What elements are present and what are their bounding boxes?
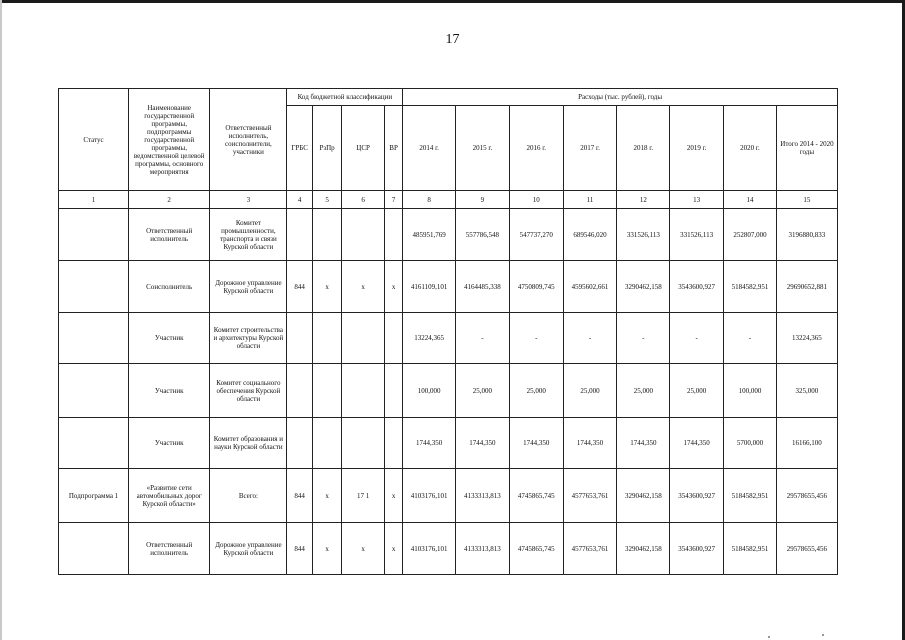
row-value-total: 29690652,881 [776,261,837,313]
row-value-total: 3196880,833 [776,209,837,261]
row-value-2018: 1744,350 [617,418,670,469]
row-rzpr: х [312,261,341,313]
column-number: 6 [342,191,385,209]
row-name: Соисполнитель [129,261,210,313]
row-name: Ответственный исполнитель [129,209,210,261]
row-value-2015: 1744,350 [456,418,510,469]
header-budget-code: Код бюджетной классификации [287,89,403,106]
row-value-2018: 3290462,158 [617,261,670,313]
row-csr [342,313,385,364]
row-value-2015: - [456,313,510,364]
row-vr [384,364,402,418]
row-value-2014: 4161109,101 [403,261,456,313]
scan-top-edge [0,0,905,3]
header-name: Наименование государственной программы, подпрограммы государственной программы, ведомственной целевой программы, основного мероприятия [129,89,210,191]
row-value-2017: - [563,313,617,364]
row-value-2020: 252807,000 [724,209,777,261]
row-value-2020: 5184582,951 [724,469,777,523]
row-value-2017: 4577653,761 [563,469,617,523]
column-number: 15 [776,191,837,209]
row-value-2015: 557786,548 [456,209,510,261]
column-number: 11 [563,191,617,209]
row-value-2016: 25,000 [509,364,563,418]
header-rzpr: РзПр [312,106,341,191]
row-vr [384,209,402,261]
row-value-2014: 100,000 [403,364,456,418]
scan-left-shadow [0,0,2,640]
header-grbs: ГРБС [287,106,312,191]
row-grbs [287,364,312,418]
table-row [59,261,838,313]
header-expenses: Расходы (тыс. рублей), годы [403,89,838,106]
table-row [59,209,838,261]
row-status [59,364,129,418]
row-status: Подпрограмма 1 [59,469,129,523]
row-value-2019: 25,000 [670,364,724,418]
row-vr: х [384,523,402,575]
column-number: 3 [210,191,287,209]
row-responsible: Комитет промышленности, транспорта и связи Курской области [210,209,287,261]
row-grbs [287,418,312,469]
row-rzpr [312,364,341,418]
row-status [59,523,129,575]
row-value-2014: 4103176,101 [403,469,456,523]
row-value-2020: 5700,000 [724,418,777,469]
row-rzpr [312,418,341,469]
row-responsible: Всего: [210,469,287,523]
column-number: 13 [670,191,724,209]
header-status: Статус [59,89,129,191]
row-value-2015: 4133313,813 [456,469,510,523]
row-value-2018: 3290462,158 [617,469,670,523]
header-year: 2017 г. [563,106,617,191]
header-year: 2015 г. [456,106,510,191]
row-vr [384,313,402,364]
row-name: Участник [129,313,210,364]
row-name: Участник [129,364,210,418]
row-csr [342,418,385,469]
row-value-2016: - [509,313,563,364]
row-value-2020: 100,000 [724,364,777,418]
row-value-2015: 4164485,338 [456,261,510,313]
row-grbs: 844 [287,261,312,313]
table-row [59,313,838,364]
row-value-total: 29578655,456 [776,469,837,523]
column-number: 8 [403,191,456,209]
column-number: 7 [384,191,402,209]
row-rzpr: х [312,469,341,523]
row-status [59,209,129,261]
table-row [59,364,838,418]
row-status [59,313,129,364]
row-value-2014: 485951,769 [403,209,456,261]
column-number: 10 [509,191,563,209]
row-grbs [287,209,312,261]
row-value-2017: 689546,020 [563,209,617,261]
page-number: 17 [445,32,460,47]
row-value-2017: 4595602,661 [563,261,617,313]
row-csr: х [342,261,385,313]
row-grbs: 844 [287,523,312,575]
row-name: Ответственный исполнитель [129,523,210,575]
header-row-1 [59,89,838,106]
column-number: 1 [59,191,129,209]
header-year: 2018 г. [617,106,670,191]
row-vr [384,418,402,469]
row-value-2016: 4745865,745 [509,469,563,523]
row-value-2018: 3290462,158 [617,523,670,575]
header-total: Итого 2014 - 2020 годы [776,106,837,191]
row-responsible: Комитет социального обеспечения Курской области [210,364,287,418]
scan-noise-dot [822,634,824,636]
row-value-2020: 5184582,951 [724,523,777,575]
row-name: «Развитие сети автомобильных дорог Курской области» [129,469,210,523]
row-value-2019: 1744,350 [670,418,724,469]
row-value-total: 13224,365 [776,313,837,364]
row-value-2018: - [617,313,670,364]
table-row [59,418,838,469]
row-vr: х [384,469,402,523]
row-value-2020: - [724,313,777,364]
row-value-2016: 4750809,745 [509,261,563,313]
row-responsible: Комитет образования и науки Курской области [210,418,287,469]
row-csr [342,364,385,418]
row-name: Участник [129,418,210,469]
header-year: 2014 г. [403,106,456,191]
row-rzpr [312,313,341,364]
row-value-2019: 3543600,927 [670,469,724,523]
row-value-2019: 3543600,927 [670,261,724,313]
header-year: 2020 г. [724,106,777,191]
row-csr: х [342,523,385,575]
row-value-2016: 4745865,745 [509,523,563,575]
header-responsible: Ответственный исполнитель, соисполнители, участники [210,89,287,191]
row-rzpr [312,209,341,261]
header-year: 2019 г. [670,106,724,191]
row-value-2018: 25,000 [617,364,670,418]
row-csr [342,209,385,261]
row-value-total: 325,000 [776,364,837,418]
column-number: 9 [456,191,510,209]
row-value-2016: 547737,270 [509,209,563,261]
scan-noise-dot [768,636,770,638]
row-rzpr: х [312,523,341,575]
row-value-2019: 331526,113 [670,209,724,261]
row-value-total: 16166,100 [776,418,837,469]
column-numbers-row [59,191,838,209]
row-value-2015: 25,000 [456,364,510,418]
budget-expenses-table [58,88,838,575]
row-value-2017: 4577653,761 [563,523,617,575]
row-status [59,418,129,469]
row-status [59,261,129,313]
column-number: 4 [287,191,312,209]
row-value-total: 29578655,456 [776,523,837,575]
row-value-2015: 4133313,813 [456,523,510,575]
table-row [59,523,838,575]
row-value-2014: 1744,350 [403,418,456,469]
row-csr: 17 1 [342,469,385,523]
table-row [59,469,838,523]
column-number: 14 [724,191,777,209]
column-number: 2 [129,191,210,209]
row-responsible: Дорожное управление Курской области [210,261,287,313]
header-vr: ВР [384,106,402,191]
row-value-2014: 4103176,101 [403,523,456,575]
row-value-2019: 3543600,927 [670,523,724,575]
column-number: 12 [617,191,670,209]
header-csr: ЦСР [342,106,385,191]
row-grbs: 844 [287,469,312,523]
row-responsible: Дорожное управление Курской области [210,523,287,575]
row-value-2019: - [670,313,724,364]
row-value-2017: 1744,350 [563,418,617,469]
column-number: 5 [312,191,341,209]
row-value-2018: 331526,113 [617,209,670,261]
header-year: 2016 г. [509,106,563,191]
row-value-2016: 1744,350 [509,418,563,469]
row-grbs [287,313,312,364]
row-value-2020: 5184582,951 [724,261,777,313]
row-vr: х [384,261,402,313]
row-value-2014: 13224,365 [403,313,456,364]
row-responsible: Комитет строительства и архитектуры Курской области [210,313,287,364]
row-value-2017: 25,000 [563,364,617,418]
